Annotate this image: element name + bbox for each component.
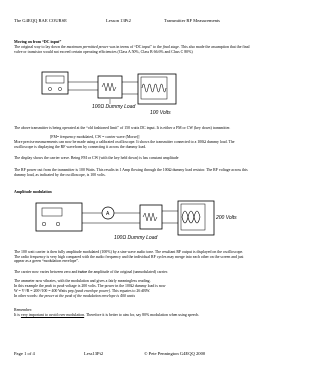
text-run-underlined: very important to avoid over modulation — [20, 313, 85, 317]
text-run: voltage is 200 volts. The power in the 100Ω dummy load is now — [64, 284, 166, 288]
knob-icon — [42, 222, 46, 226]
text-run-italic: maximum permitted power — [66, 45, 109, 49]
am-measurement-figure — [28, 197, 248, 247]
text-run-italic: final stage — [162, 45, 180, 49]
text-run: In other words: — [14, 294, 39, 298]
coax-wire — [68, 82, 98, 90]
page-header — [14, 18, 250, 26]
paragraph-ammeter: The ammeter now vibrates, with the modulation and gives a fairly meaningless reading. — [14, 279, 151, 283]
text-run: The original way to lay down the — [14, 45, 67, 49]
footer-file-name: Less13Pt2 — [84, 351, 104, 356]
text-run: W = V²/R = 200²/100 = 400 Watts pep — [14, 289, 75, 293]
transmitter-measurement-figure — [40, 68, 180, 121]
paragraph-oscilloscope: More precise measurements can now be made using a calibrated oscilloscope. It shows the transmitter connected to a 100Ω dummy load. The oscilloscope is displaying the RF waveform by connecting it across the dummy load. — [14, 140, 235, 149]
text-run-italic: (peak envelope power) — [74, 289, 111, 293]
header-lesson: Lesson 13Pt2 — [106, 18, 131, 23]
knob-icon — [58, 87, 61, 90]
resistor-icon — [143, 213, 157, 221]
ammeter-label: A — [106, 211, 110, 217]
dummy-load-box — [98, 76, 122, 98]
text-run: In this example the — [14, 284, 45, 288]
paragraph-in-other-words — [14, 294, 250, 299]
transmitter-panel — [46, 76, 64, 83]
resistor-icon — [102, 83, 116, 91]
probe-wire — [122, 82, 138, 94]
dummy-load-label: 100Ω Dummy Load — [92, 104, 136, 110]
text-run: . Therefore it is better to aim for, say 80% modulation when using speech. — [84, 313, 200, 317]
text-run: was in terms of “DC input” to the — [108, 45, 163, 49]
dummy-load-label: 100Ω Dummy Load — [114, 235, 158, 241]
voltage-label: 100 Volts — [150, 110, 171, 116]
text-run-italic: peak to peak — [44, 284, 65, 288]
knob-icon — [56, 222, 60, 226]
text-run: the amplitude of the original (unmodulated) carrier. — [86, 270, 168, 274]
paragraph-power-out: The RF power out from the transmitter is 100 Watts. This results in 1 Amp flowing through the 100Ω dummy load resistor. The RF voltage across this dummy load, as indicated by the oscilloscope, is 100 volts. — [14, 168, 248, 177]
paragraph-am-modulation: The 100 watt carrier is then fully amplitude modulated (100%) by a sine wave audio tone. The resultant RF output is displayed on the oscilloscope. The radio frequency is very high compared with the audio frequency and the individual RF cycles may merge into each other on the screen and just appear as a green “modulation envelope”. — [14, 250, 244, 264]
paragraph-dc-input — [14, 45, 250, 54]
paragraph-power-formula — [14, 289, 250, 294]
paragraph-carrier-varies — [14, 270, 250, 275]
text-run: It is — [14, 313, 21, 317]
voltage-label: 200 Volts — [216, 215, 237, 221]
knob-icon — [48, 87, 51, 90]
dummy-load-box — [140, 205, 162, 229]
header-topic: Transmitter RF Measurements — [164, 18, 220, 23]
modulation-envelope-top — [182, 211, 200, 223]
text-run: The carrier now varies between zero and — [14, 270, 79, 274]
oscilloscope-screen — [181, 204, 205, 230]
modulation-envelope-bottom — [182, 211, 200, 223]
paragraph-fm-cw-note: [FM= frequency modulated, CW = carrier wave (Morse)] — [50, 135, 140, 139]
section-title-moving-on: Moving on from “DC input” — [14, 40, 62, 44]
footer-page-number: Page 1 of 4 — [14, 351, 35, 356]
section-title-am: Amplitude modulation — [14, 190, 52, 194]
transmitter-panel — [42, 208, 62, 216]
probe-wire — [162, 211, 178, 223]
paragraph-over-modulation — [14, 313, 250, 318]
paragraph-display: The display shows the carrier wave. Being FM or CW (with the key held down) is has constant amplitude — [14, 156, 179, 160]
remember-heading: Remember: — [14, 308, 33, 312]
text-run: . This also made the assumption that the final valve or transistor would not exceed certain operating efficiencies (Class A 50%, Class B 66.6% and Class C 80%) — [14, 45, 250, 54]
paragraph-old-limit: The above transmitter is being operated at the “old fashioned limit” of 150 watts DC input. It is either a FM or CW (key down) transmitter. — [14, 126, 231, 130]
paragraph-peak-to-peak — [14, 284, 250, 289]
footer-copyright: © Pete Pennington G4EQQ 2000 — [144, 351, 206, 356]
text-run-bold: twice — [78, 270, 87, 274]
text-run: . This equates to 26 dBW. — [110, 289, 151, 293]
text-run-italic: the power at the peak of the modulation envelope is 400 watts — [38, 294, 136, 298]
transmitter-box — [36, 203, 82, 231]
carrier-waveform — [142, 84, 166, 92]
header-course: The G4EQQ RAE COURSE — [14, 18, 67, 23]
